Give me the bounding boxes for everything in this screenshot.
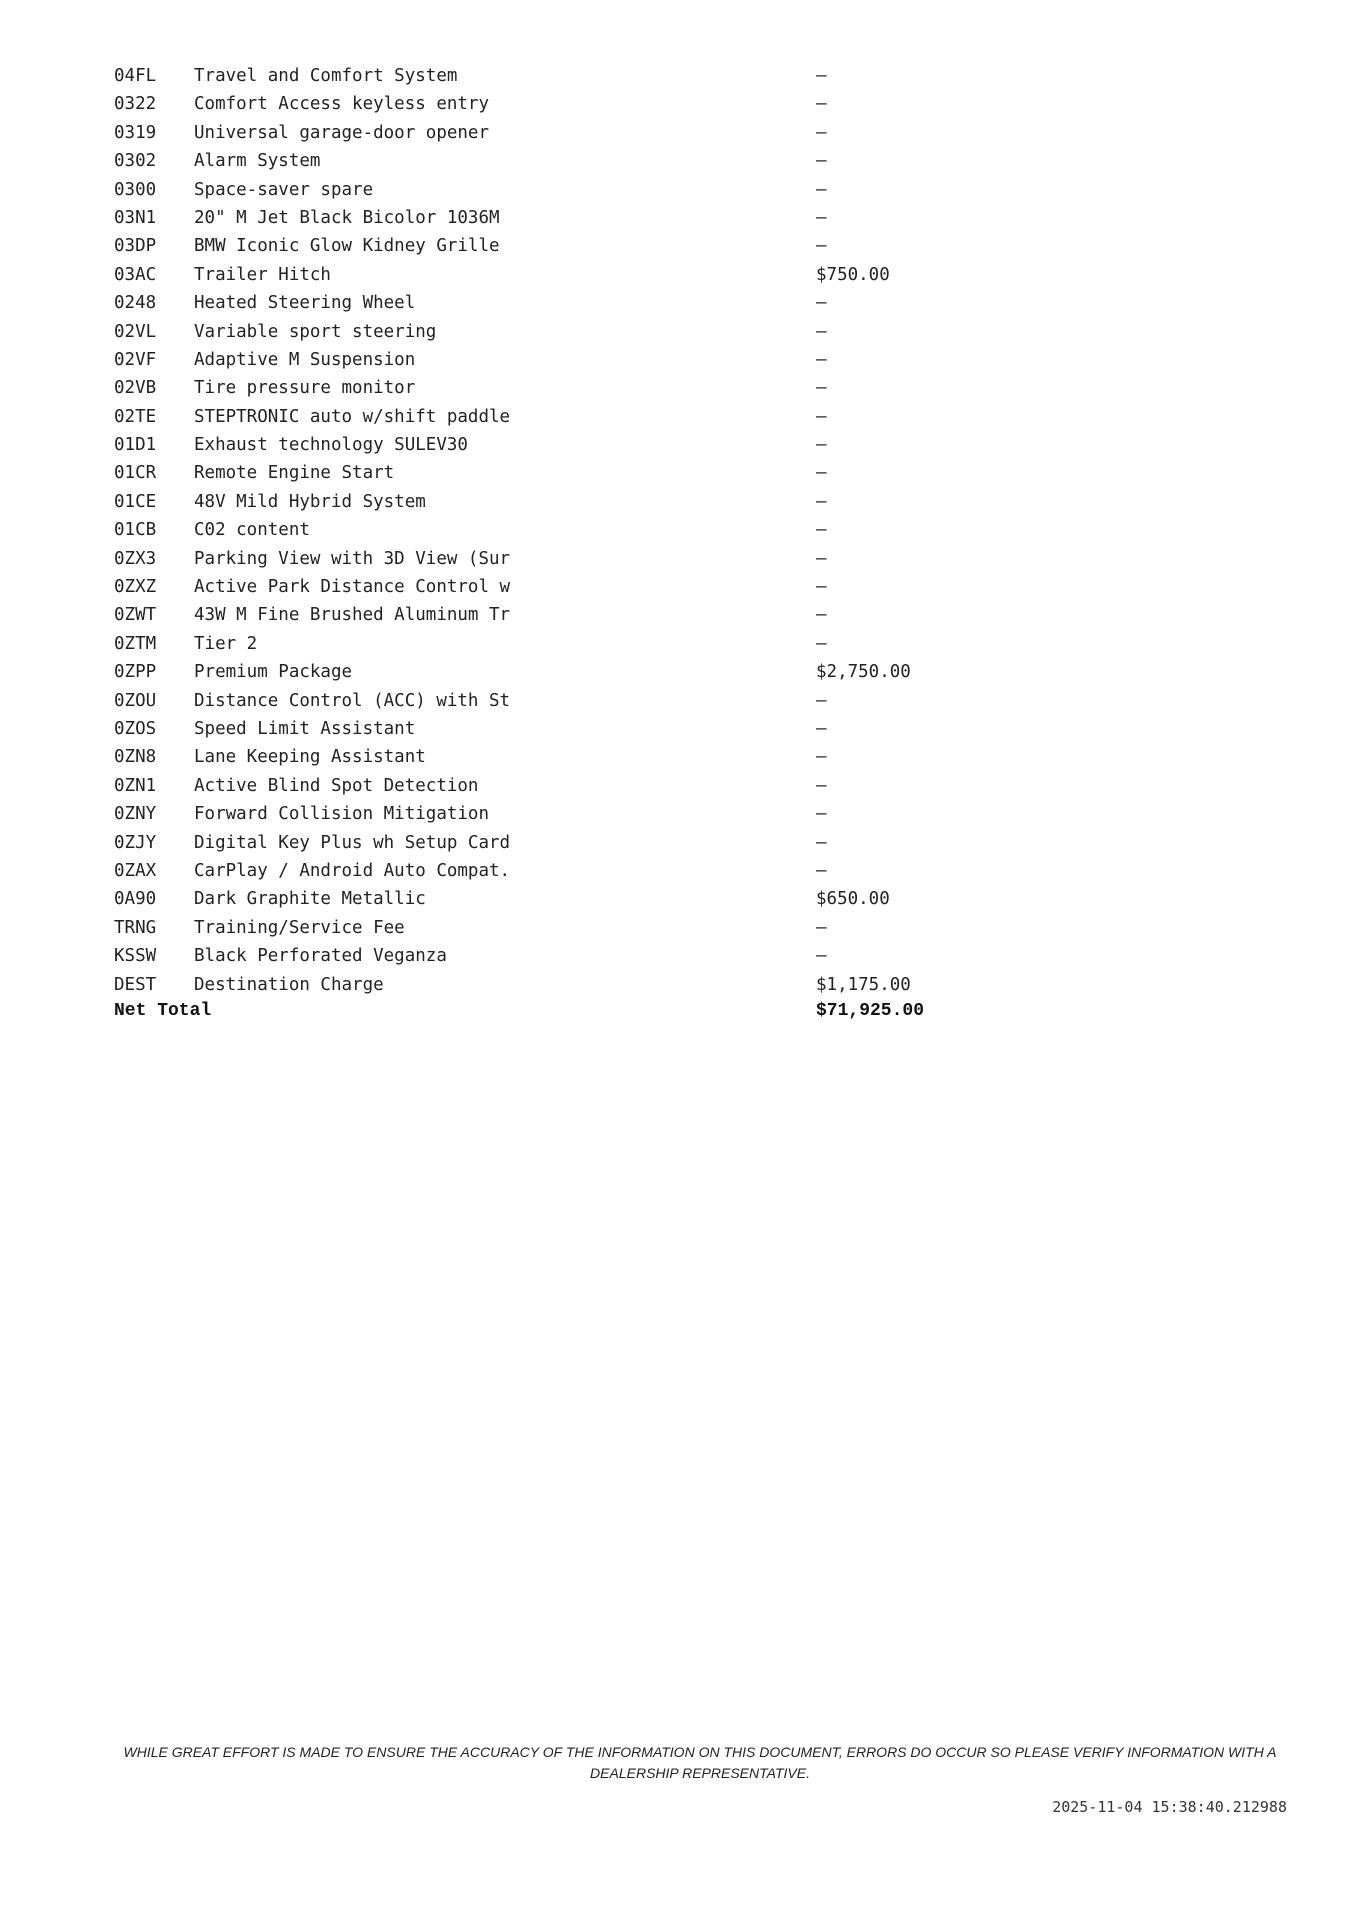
option-description: 20" M Jet Black Bicolor 1036M: [194, 207, 500, 228]
line-item-row: [114, 488, 974, 516]
option-description: Trailer Hitch: [194, 264, 331, 285]
option-code: 0ZN8: [114, 747, 157, 768]
line-item-row: [114, 601, 974, 629]
line-item-row: [114, 942, 974, 970]
option-code: 0ZJY: [114, 832, 157, 853]
option-code: 0ZAX: [114, 860, 157, 881]
option-price: —: [816, 804, 827, 825]
line-item-row: [114, 147, 974, 175]
option-code: 0ZTM: [114, 633, 157, 654]
option-price: —: [816, 321, 827, 342]
line-item-row: [114, 772, 974, 800]
line-item-row: [114, 176, 974, 204]
line-item-row: [114, 90, 974, 118]
option-description: Black Perforated Veganza: [194, 946, 447, 967]
option-description: Comfort Access keyless entry: [194, 94, 490, 115]
option-code: 0248: [114, 293, 157, 314]
option-description: Destination Charge: [194, 974, 384, 995]
option-price: —: [816, 94, 827, 115]
option-description: Alarm System: [194, 151, 321, 172]
option-code: 0300: [114, 179, 157, 200]
option-price: —: [816, 151, 827, 172]
line-item-row: [114, 687, 974, 715]
line-item-row: [114, 545, 974, 573]
line-item-row: [114, 971, 974, 999]
option-price: —: [816, 917, 827, 938]
option-code: 0ZOS: [114, 718, 157, 739]
option-price: —: [816, 293, 827, 314]
option-price: $2,750.00: [816, 662, 911, 683]
option-description: Travel and Comfort System: [194, 66, 458, 86]
option-price: —: [816, 406, 827, 427]
option-description: CarPlay / Android Auto Compat.: [194, 860, 511, 881]
option-description: Tier 2: [194, 633, 258, 654]
line-item-row: [114, 630, 974, 658]
option-description: Space-saver spare: [194, 179, 374, 200]
option-code: 0319: [114, 122, 157, 143]
option-price: —: [816, 463, 827, 484]
option-code: 01CE: [114, 491, 157, 512]
line-item-row: [114, 403, 974, 431]
line-item-row: [114, 800, 974, 828]
option-description: BMW Iconic Glow Kidney Grille: [194, 236, 500, 257]
option-code: 0ZN1: [114, 775, 157, 796]
option-price: $1,175.00: [816, 974, 911, 995]
option-price: —: [816, 122, 827, 143]
option-description: Distance Control (ACC) with St: [194, 690, 511, 711]
option-code: 0ZNY: [114, 804, 157, 825]
line-item-row: [114, 289, 974, 317]
option-code: 0ZX3: [114, 548, 157, 569]
option-code: 0ZOU: [114, 690, 157, 711]
option-code: 0A90: [114, 889, 157, 910]
line-item-row: [114, 914, 974, 942]
line-item-row: [114, 374, 974, 402]
option-code: 0ZXZ: [114, 577, 157, 598]
option-description: Digital Key Plus wh Setup Card: [194, 832, 511, 853]
line-item-row: [114, 857, 974, 885]
net-total-value: $71,925.00: [816, 1001, 925, 1021]
line-item-row: [114, 232, 974, 260]
option-code: 04FL: [114, 66, 157, 86]
option-description: Parking View with 3D View (Sur: [194, 548, 511, 569]
option-price: —: [816, 747, 827, 768]
option-code: KSSW: [114, 946, 157, 967]
line-item-row: [114, 119, 974, 147]
option-price: —: [816, 236, 827, 257]
option-price: —: [816, 179, 827, 200]
option-description: Dark Graphite Metallic: [194, 889, 426, 910]
option-code: 01CB: [114, 520, 157, 541]
option-description: Forward Collision Mitigation: [194, 804, 490, 825]
options-list: [114, 62, 974, 999]
option-code: 0ZWT: [114, 605, 157, 626]
line-item-row: [114, 261, 974, 289]
option-description: Universal garage-door opener: [194, 122, 490, 143]
option-price: $650.00: [816, 889, 890, 910]
option-code: TRNG: [114, 917, 157, 938]
option-description: Lane Keeping Assistant: [194, 747, 426, 768]
option-description: Adaptive M Suspension: [194, 349, 416, 370]
print-timestamp: 2025-11-04 15:38:40.212988: [1052, 1798, 1287, 1816]
option-code: 01D1: [114, 435, 157, 456]
option-description: Exhaust technology SULEV30: [194, 435, 468, 456]
net-total-row: [114, 997, 974, 1025]
option-code: 02VL: [114, 321, 157, 342]
option-code: 0ZPP: [114, 662, 157, 683]
option-price: —: [816, 860, 827, 881]
option-price: —: [816, 946, 827, 967]
option-code: 0322: [114, 94, 157, 115]
option-description: Heated Steering Wheel: [194, 293, 416, 314]
option-price: —: [816, 577, 827, 598]
option-price: —: [816, 775, 827, 796]
option-code: DEST: [114, 974, 157, 995]
option-price: —: [816, 690, 827, 711]
line-item-row: [114, 829, 974, 857]
option-code: 01CR: [114, 463, 157, 484]
option-description: Training/Service Fee: [194, 917, 405, 938]
line-item-row: [114, 658, 974, 686]
option-price: —: [816, 520, 827, 541]
option-description: Remote Engine Start: [194, 463, 395, 484]
option-description: Speed Limit Assistant: [194, 718, 416, 739]
net-total-label: Net Total: [114, 1001, 212, 1021]
option-code: 03AC: [114, 264, 157, 285]
option-price: —: [816, 718, 827, 739]
line-item-row: [114, 573, 974, 601]
option-description: Active Park Distance Control w: [194, 577, 511, 598]
option-description: Variable sport steering: [194, 321, 437, 342]
line-item-row: [114, 318, 974, 346]
option-code: 02TE: [114, 406, 157, 427]
option-code: 03DP: [114, 236, 157, 257]
line-item-row: [114, 62, 974, 90]
option-price: —: [816, 378, 827, 399]
option-price: —: [816, 605, 827, 626]
line-item-row: [114, 516, 974, 544]
option-price: —: [816, 491, 827, 512]
option-price: —: [816, 66, 827, 86]
option-price: $750.00: [816, 264, 890, 285]
option-price: —: [816, 832, 827, 853]
option-price: —: [816, 633, 827, 654]
option-price: —: [816, 435, 827, 456]
option-price: —: [816, 548, 827, 569]
line-item-row: [114, 715, 974, 743]
option-price: —: [816, 349, 827, 370]
line-item-row: [114, 346, 974, 374]
line-item-row: [114, 885, 974, 913]
option-code: 02VB: [114, 378, 157, 399]
line-item-row: [114, 743, 974, 771]
line-item-row: [114, 204, 974, 232]
option-code: 02VF: [114, 349, 157, 370]
option-code: 03N1: [114, 207, 157, 228]
option-description: Active Blind Spot Detection: [194, 775, 479, 796]
option-description: 48V Mild Hybrid System: [194, 491, 426, 512]
option-description: C02 content: [194, 520, 310, 541]
option-description: Tire pressure monitor: [194, 378, 416, 399]
option-description: Premium Package: [194, 662, 353, 683]
option-price: —: [816, 207, 827, 228]
line-item-row: [114, 459, 974, 487]
option-code: 0302: [114, 151, 157, 172]
disclaimer-text: WHILE GREAT EFFORT IS MADE TO ENSURE THE ACCURACY OF THE INFORMATION ON THIS DOCUMENT, ERRORS DO OCCUR SO PLEASE VERIFY INFORMATION WITH A DEALERSHIP REPRESENTATIVE.: [123, 1744, 1277, 1781]
line-item-row: [114, 431, 974, 459]
option-description: STEPTRONIC auto w/shift paddle: [194, 406, 511, 427]
option-description: 43W M Fine Brushed Aluminum Tr: [194, 605, 511, 626]
